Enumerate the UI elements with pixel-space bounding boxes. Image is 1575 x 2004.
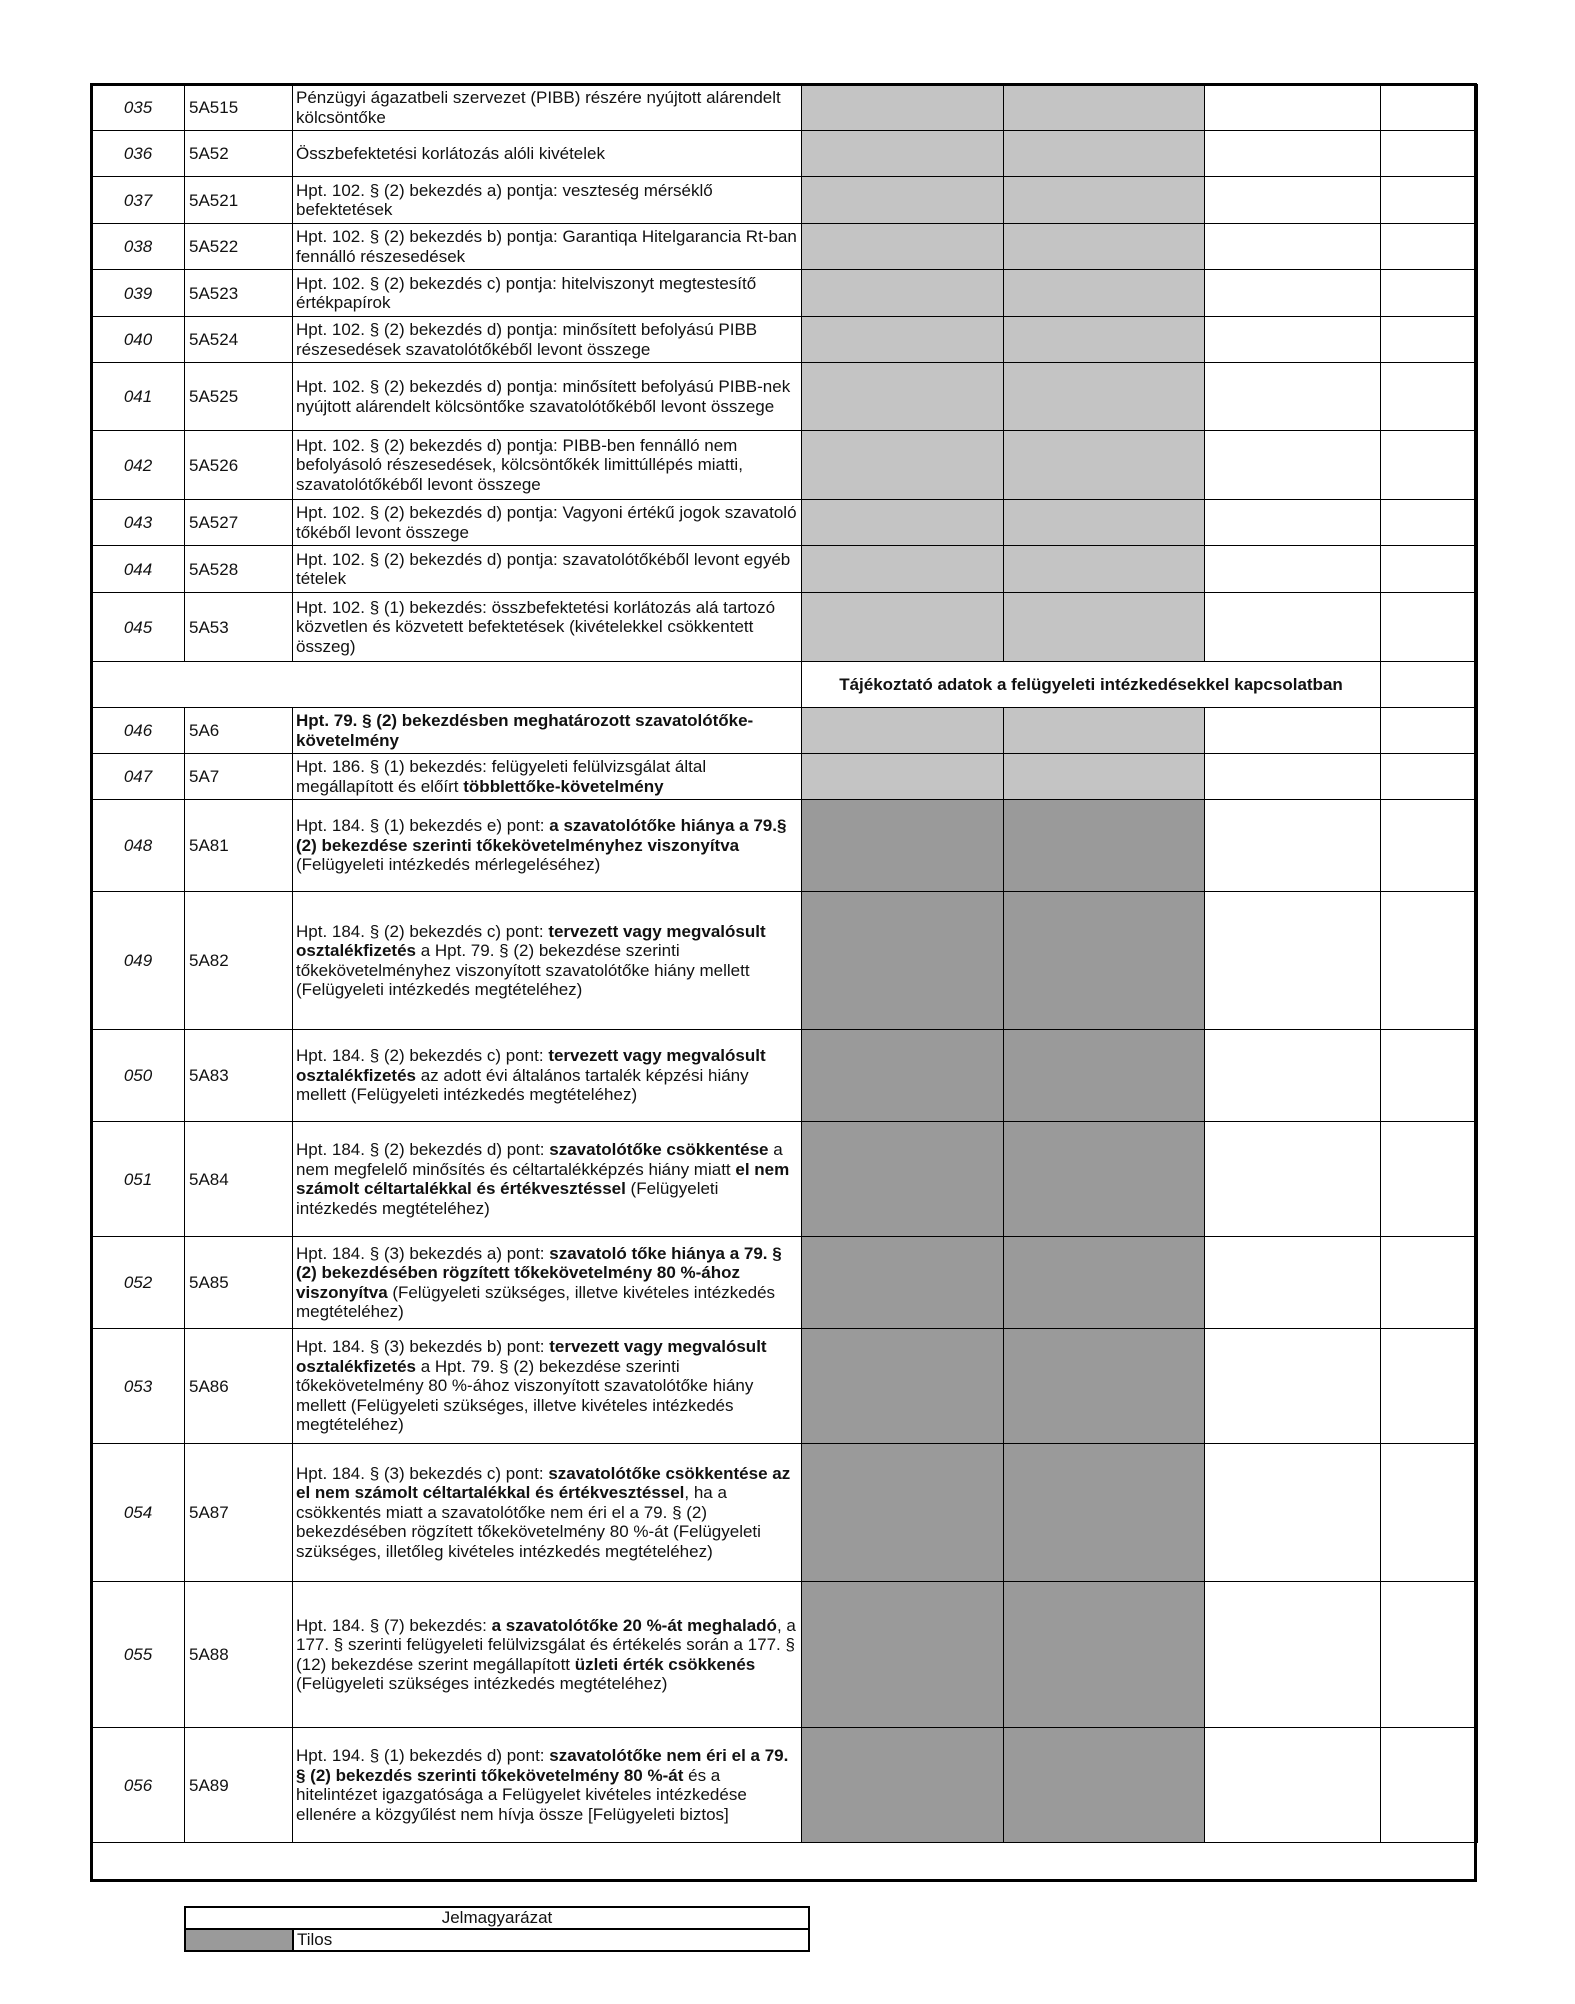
section-header-row: [92, 662, 1478, 708]
description-part: (Felügyeleti intézkedés mérlegeléséhez): [296, 855, 601, 875]
shaded-cell: [1004, 1582, 1205, 1728]
row-description: Hpt. 102. § (2) bekezdés c) pontja: hitelviszonyt megtestesítő értékpapírok: [293, 270, 802, 317]
description-part: Hpt. 194. § (1) bekezdés d) pont:: [296, 1746, 550, 1765]
value-cell[interactable]: [1381, 1728, 1478, 1843]
row-code: 5A83: [185, 1030, 293, 1122]
value-cell[interactable]: [1205, 708, 1381, 754]
description-bold-part: szavatolótőke nem éri el a 79. § (2) bekezdés szerinti tőkekövetelmény 80 %-át: [296, 1746, 789, 1785]
row-description: Hpt. 102. § (2) bekezdés d) pontja: PIBB-ben fennálló nem befolyásoló részesedések, kölcsöntőkék limittúllépés miatti, szavatolótőkéből levont összege: [293, 431, 802, 500]
shaded-cell: [802, 1329, 1004, 1444]
row-number: 037: [92, 177, 185, 224]
description-part: a Hpt. 79. § (2) bekezdése szerinti tőkekövetelményhez viszonyított szavatolótőke hiány mellett (Felügyeleti intézkedés megtételéhez): [296, 941, 750, 999]
table-row: [92, 1122, 1478, 1237]
value-cell[interactable]: [1205, 270, 1381, 317]
description-bold-part: szavatolótőke csökkentése az el nem számolt céltartalékkal és értékvesztéssel: [296, 1463, 791, 1503]
shaded-cell: [802, 363, 1004, 431]
table-row: [92, 177, 1478, 224]
row-number: 039: [92, 270, 185, 317]
row-code: 5A86: [185, 1329, 293, 1444]
row-number: 042: [92, 431, 185, 500]
description-part: Hpt. 184. § (2) bekezdés d) pont:: [296, 1140, 550, 1159]
shaded-cell: [1004, 317, 1205, 363]
value-cell[interactable]: [1205, 1444, 1381, 1582]
row-number: 041: [92, 363, 185, 431]
row-code: 5A7: [185, 754, 293, 800]
description-part: (Felügyeleti szükséges, illetve kivételes intézkedés megtételéhez): [296, 1282, 776, 1321]
table-row: [92, 131, 1478, 177]
table-row: [92, 85, 1478, 131]
value-cell[interactable]: [1205, 546, 1381, 593]
table-row: [92, 431, 1478, 500]
description-part: és a hitelintézet igazgatósága a Felügyelet kivételes intézkedése ellenére a közgyűlést nem hívja össze [Felügyeleti biztos]: [296, 1765, 747, 1824]
value-cell[interactable]: [1381, 546, 1478, 593]
shaded-cell: [802, 270, 1004, 317]
row-description: Hpt. 102. § (1) bekezdés: összbefektetési korlátozás alá tartozó közvetlen és közvetett befektetések (kivételekkel csökkentett összeg): [293, 593, 802, 662]
shaded-cell: [802, 85, 1004, 131]
value-cell[interactable]: [1381, 708, 1478, 754]
shaded-cell: [802, 1582, 1004, 1728]
shaded-cell: [1004, 224, 1205, 270]
shaded-cell: [802, 708, 1004, 754]
description-bold-part: üzleti érték csökkenés: [574, 1654, 756, 1674]
value-cell[interactable]: [1205, 1030, 1381, 1122]
row-number: 049: [92, 892, 185, 1030]
shaded-cell: [802, 131, 1004, 177]
row-number: 053: [92, 1329, 185, 1444]
table-row: [92, 593, 1478, 662]
row-number: 036: [92, 131, 185, 177]
row-number: 055: [92, 1582, 185, 1728]
shaded-cell: [802, 892, 1004, 1030]
shaded-cell: [802, 546, 1004, 593]
table-row: [92, 270, 1478, 317]
description-bold-part: tervezett vagy megvalósult osztalékfizetés: [296, 1337, 767, 1376]
table-row: [92, 1582, 1478, 1728]
row-number: 046: [92, 708, 185, 754]
legend-label: Tilos: [293, 1929, 809, 1951]
value-cell[interactable]: [1381, 892, 1478, 1030]
description-part: Hpt. 184. § (3) bekezdés b) pont:: [296, 1337, 550, 1357]
row-code: 5A522: [185, 224, 293, 270]
row-code: 5A526: [185, 431, 293, 500]
section-header-blank: [92, 662, 802, 708]
row-description: [293, 1237, 802, 1329]
value-cell[interactable]: [1381, 270, 1478, 317]
shaded-cell: [1004, 1728, 1205, 1843]
table-row: [92, 363, 1478, 431]
row-description: Pénzügyi ágazatbeli szervezet (PIBB) részére nyújtott alárendelt kölcsöntőke: [293, 85, 802, 131]
row-code: 5A515: [185, 85, 293, 131]
shaded-cell: [802, 1122, 1004, 1237]
row-description: [293, 800, 802, 892]
value-cell[interactable]: [1381, 1329, 1478, 1444]
row-description: Összbefektetési korlátozás alóli kivételek: [293, 131, 802, 177]
table-row: [92, 224, 1478, 270]
row-number: 047: [92, 754, 185, 800]
row-description: [293, 1122, 802, 1237]
table-row: [92, 317, 1478, 363]
row-code: 5A87: [185, 1444, 293, 1582]
value-cell[interactable]: [1381, 85, 1478, 131]
shaded-cell: [1004, 363, 1205, 431]
shaded-cell: [802, 593, 1004, 662]
legend-table: [184, 1906, 810, 1952]
value-cell[interactable]: [1381, 500, 1478, 546]
row-code: 5A85: [185, 1237, 293, 1329]
table-row: [92, 1329, 1478, 1444]
row-description: [293, 1030, 802, 1122]
value-cell[interactable]: [1381, 177, 1478, 224]
row-code: 5A89: [185, 1728, 293, 1843]
value-cell[interactable]: [1205, 431, 1381, 500]
row-description: Hpt. 102. § (2) bekezdés a) pontja: veszteség mérséklő befektetések: [293, 177, 802, 224]
row-code: 5A528: [185, 546, 293, 593]
row-description: Hpt. 102. § (2) bekezdés d) pontja: Vagyoni értékű jogok szavatoló tőkéből levont összege: [293, 500, 802, 546]
description-part: Hpt. 184. § (2) bekezdés c) pont:: [296, 921, 549, 941]
row-code: 5A6: [185, 708, 293, 754]
description-bold-part: szavatolótőke csökkentése: [549, 1140, 769, 1159]
value-cell[interactable]: [1381, 1030, 1478, 1122]
description-bold-part: Hpt. 79. § (2) bekezdésben meghatározott szavatolótőke-követelmény: [296, 711, 754, 750]
row-description: [293, 892, 802, 1030]
table-row: [92, 800, 1478, 892]
shaded-cell: [802, 177, 1004, 224]
value-cell[interactable]: [1205, 500, 1381, 546]
shaded-cell: [1004, 500, 1205, 546]
value-cell[interactable]: [1381, 224, 1478, 270]
value-cell[interactable]: [1205, 754, 1381, 800]
shaded-cell: [1004, 754, 1205, 800]
row-number: 045: [92, 593, 185, 662]
row-code: 5A524: [185, 317, 293, 363]
table-row: [92, 892, 1478, 1030]
shaded-cell: [1004, 892, 1205, 1030]
value-cell[interactable]: [1205, 1728, 1381, 1843]
value-cell[interactable]: [1381, 131, 1478, 177]
description-part: Hpt. 184. § (2) bekezdés c) pont:: [296, 1046, 549, 1066]
row-number: 040: [92, 317, 185, 363]
value-cell[interactable]: [1205, 131, 1381, 177]
row-code: 5A521: [185, 177, 293, 224]
table-row: [92, 754, 1478, 800]
shaded-cell: [1004, 546, 1205, 593]
table-row: [92, 1030, 1478, 1122]
shaded-cell: [802, 431, 1004, 500]
row-description: Hpt. 102. § (2) bekezdés b) pontja: Garantiqa Hitelgarancia Rt-ban fennálló részesedések: [293, 224, 802, 270]
row-number: 051: [92, 1122, 185, 1237]
row-number: 048: [92, 800, 185, 892]
description-bold-part: tervezett vagy megvalósult osztalékfizetés: [296, 921, 766, 960]
value-cell[interactable]: [1205, 1582, 1381, 1728]
shaded-cell: [802, 1030, 1004, 1122]
shaded-cell: [1004, 708, 1205, 754]
row-number: 052: [92, 1237, 185, 1329]
row-code: 5A527: [185, 500, 293, 546]
row-description: [293, 1582, 802, 1728]
shaded-cell: [802, 317, 1004, 363]
legend-title: Jelmagyarázat: [185, 1907, 809, 1929]
value-cell[interactable]: [1381, 431, 1478, 500]
value-cell[interactable]: [1205, 1237, 1381, 1329]
value-cell[interactable]: [1205, 224, 1381, 270]
table-body-bottom: [92, 708, 1478, 1843]
description-part: a Hpt. 79. § (2) bekezdése szerinti tőkekövetelmény 80 %-ához viszonyított szavatolótőke hiány mellett (Felügyeleti szükséges, illetve kivételes intézkedés megtételéhez): [296, 1356, 754, 1435]
description-part: (Felügyeleti szükséges intézkedés megtételéhez): [296, 1674, 668, 1693]
description-part: Hpt. 184. § (1) bekezdés e) pont:: [296, 816, 550, 836]
row-number: 050: [92, 1030, 185, 1122]
shaded-cell: [802, 500, 1004, 546]
row-number: 043: [92, 500, 185, 546]
value-cell[interactable]: [1381, 593, 1478, 662]
shaded-cell: [802, 800, 1004, 892]
row-number: 054: [92, 1444, 185, 1582]
description-bold-part: többlettőke-követelmény: [463, 776, 664, 796]
table-row: [92, 1237, 1478, 1329]
description-bold-part: el nem számolt céltartalékkal és értékvesztéssel: [296, 1159, 790, 1198]
value-cell[interactable]: [1381, 317, 1478, 363]
row-number: 038: [92, 224, 185, 270]
shaded-cell: [1004, 1122, 1205, 1237]
value-cell[interactable]: [1205, 85, 1381, 131]
value-cell[interactable]: [1381, 1582, 1478, 1728]
description-part: , ha a csökkentés miatt a szavatolótőke nem éri el a 79. § (2) bekezdésében rögzített tőkekövetelmény 80 %-át (Felügyeleti szükséges, illetőleg kivételes intézkedés megtételéhez): [296, 1483, 761, 1561]
section-header-title: Tájékoztató adatok a felügyeleti intézkedésekkel kapcsolatban: [802, 662, 1381, 708]
table-row: [92, 546, 1478, 593]
table-body-top: [92, 85, 1478, 662]
value-cell[interactable]: [1205, 800, 1381, 892]
description-part: , a 177. § szerinti felügyeleti felülvizsgálat és értékelés során a 177. § (12) bekezdése szerint megállapított: [296, 1615, 796, 1674]
row-description: [293, 1728, 802, 1843]
value-cell[interactable]: [1205, 363, 1381, 431]
shaded-cell: [1004, 1030, 1205, 1122]
shaded-cell: [1004, 431, 1205, 500]
description-bold-part: a szavatolótőke 20 %-át meghaladó: [491, 1615, 777, 1635]
report-table: [91, 84, 1478, 1843]
row-number: 035: [92, 85, 185, 131]
row-code: 5A52: [185, 131, 293, 177]
description-bold-part: a szavatolótőke hiánya a 79.§ (2) bekezdése szerinti tőkekövetelményhez viszonyítva: [296, 816, 787, 855]
description-part: az adott évi általános tartalék képzési hiány mellett (Felügyeleti intézkedés megtételéhez): [296, 1065, 749, 1105]
shaded-cell: [802, 1444, 1004, 1582]
shaded-cell: [1004, 1444, 1205, 1582]
value-cell[interactable]: [1205, 1122, 1381, 1237]
shaded-cell: [802, 1728, 1004, 1843]
table-row: [92, 1728, 1478, 1843]
row-code: 5A84: [185, 1122, 293, 1237]
value-cell[interactable]: [1381, 1237, 1478, 1329]
shaded-cell: [1004, 1237, 1205, 1329]
shaded-cell: [1004, 1329, 1205, 1444]
value-cell[interactable]: [1381, 754, 1478, 800]
row-number: 044: [92, 546, 185, 593]
shaded-cell: [1004, 85, 1205, 131]
row-description: Hpt. 102. § (2) bekezdés d) pontja: minősített befolyású PIBB részesedések szavatolótőkéből levont összege: [293, 317, 802, 363]
description-bold-part: tervezett vagy megvalósult osztalékfizetés: [296, 1046, 766, 1085]
value-cell[interactable]: [1381, 1122, 1478, 1237]
row-description: [293, 1329, 802, 1444]
description-part: (Felügyeleti intézkedés megtételéhez): [296, 1179, 719, 1218]
row-code: 5A523: [185, 270, 293, 317]
shaded-cell: [1004, 177, 1205, 224]
row-description: Hpt. 102. § (2) bekezdés d) pontja: szavatolótőkéből levont egyéb tételek: [293, 546, 802, 593]
shaded-cell: [802, 1237, 1004, 1329]
row-code: 5A88: [185, 1582, 293, 1728]
value-cell[interactable]: [1381, 800, 1478, 892]
value-cell[interactable]: [1205, 177, 1381, 224]
shaded-cell: [1004, 270, 1205, 317]
description-part: Hpt. 184. § (3) bekezdés a) pont:: [296, 1243, 550, 1263]
value-cell[interactable]: [1381, 1444, 1478, 1582]
description-bold-part: szavatoló tőke hiánya a 79. § (2) bekezdésében rögzített tőkekövetelmény 80 %-ához viszonyítva: [296, 1243, 782, 1302]
value-cell[interactable]: [1381, 363, 1478, 431]
row-description: [293, 1444, 802, 1582]
section-header-extra: [1381, 662, 1478, 708]
value-cell[interactable]: [1205, 593, 1381, 662]
shaded-cell: [802, 224, 1004, 270]
value-cell[interactable]: [1205, 317, 1381, 363]
shaded-cell: [1004, 593, 1205, 662]
shaded-cell: [1004, 131, 1205, 177]
row-code: 5A82: [185, 892, 293, 1030]
value-cell[interactable]: [1205, 1329, 1381, 1444]
table-row: [92, 708, 1478, 754]
description-part: Hpt. 184. § (7) bekezdés:: [296, 1615, 492, 1635]
row-description: Hpt. 102. § (2) bekezdés d) pontja: minősített befolyású PIBB-nek nyújtott alárendelt kölcsöntőke szavatolótőkéből levont összege: [293, 363, 802, 431]
row-number: 056: [92, 1728, 185, 1843]
shaded-cell: [1004, 800, 1205, 892]
description-part: Hpt. 186. § (1) bekezdés: felügyeleti felülvizsgálat által megállapított és előírt: [296, 757, 707, 796]
table-row: [92, 500, 1478, 546]
row-code: 5A525: [185, 363, 293, 431]
row-code: 5A81: [185, 800, 293, 892]
row-code: 5A53: [185, 593, 293, 662]
description-part: Hpt. 184. § (3) bekezdés c) pont:: [296, 1463, 549, 1483]
shaded-cell: [802, 754, 1004, 800]
description-part: a nem megfelelő minősítés és céltartalékképzés hiány miatt: [296, 1140, 783, 1179]
legend-swatch: [185, 1929, 293, 1951]
table-row: [92, 1444, 1478, 1582]
value-cell[interactable]: [1205, 892, 1381, 1030]
row-description: [293, 708, 802, 754]
row-description: [293, 754, 802, 800]
